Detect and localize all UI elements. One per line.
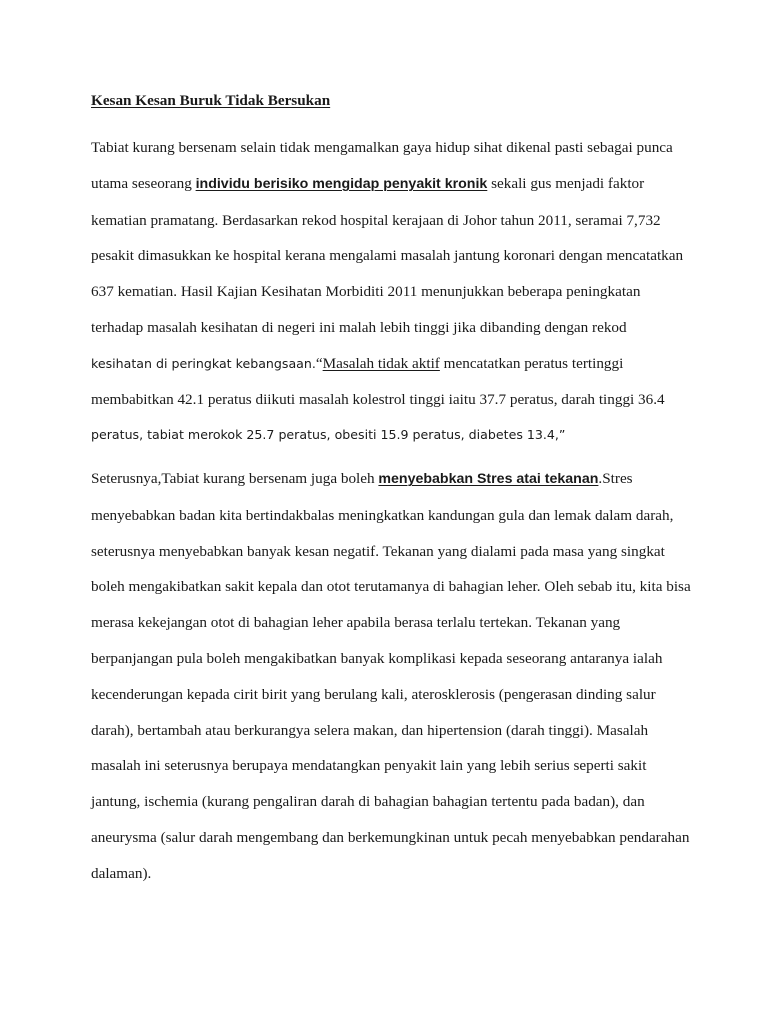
paragraph2-emphasis-stres: menyebabkan Stres atai tekanan — [378, 471, 599, 487]
paragraph-kesan-stres — [91, 461, 691, 892]
document-title: Kesan Kesan Buruk Tidak Bersukan — [91, 92, 331, 109]
paragraph-kesan-penyakit-kronik — [91, 130, 691, 453]
paragraph1-text-b: sekali gus menjadi faktor kematian pramatang. Berdasarkan rekod hospital kerajaan di Johor tahun 2011, seramai 7,732 pesakit dimasukkan ke hospital kerana mengalami masalah jantung koronari dengan mencatatkan 637 kematian. Hasil Kajian Kesihatan Morbiditi 2011 menunjukkan beberapa peningkatan terhadap masalah kesihatan di negeri ini malah lebih tinggi jika dibanding dengan rekod — [91, 174, 684, 336]
paragraph1-sans-a: kesihatan di peringkat kebangsaan. — [91, 355, 316, 371]
paragraph2-text-a: Seterusnya,Tabiat kurang bersenam juga boleh — [91, 470, 379, 487]
paragraph1-underline-masalah: Masalah tidak aktif — [322, 354, 440, 372]
paragraph2-text-b: .Stres menyebabkan badan kita bertindakbalas meningkatkan kandungan gula dan lemak dalam darah, seterusnya menyebabkan banyak kesan negatif. Tekanan yang dialami pada masa yang singkat boleh mengakibatkan sakit kepala dan otot terutamanya di bahagian leher. Oleh sebab itu, kita bisa merasa kekejangan otot di bahagian leher apabila berasa terlalu tertekan. Tekanan yang berpanjangan pula boleh mengakibatkan banyak komplikasi kepada seseorang antaranya ialah kecenderungan kepada cirit birit yang berulang kali, aterosklerosis (pengerasan dinding salur darah), bertambah atau berkurangya selera makan, dan hipertension (darah tinggi). Masalah masalah ini seterusnya berupaya mendatangkan penyakit lain yang lebih serius seperti sakit jantung, ischemia (kurang pengaliran darah di bahagian bahagian tertentu pada badan), dan aneurysma (salur darah mengembang dan berkemungkinan untuk pecah menyebabkan pendarahan dalaman). — [91, 470, 691, 882]
paragraph1-text-a: Tabiat kurang bersenam selain tidak mengamalkan gaya hidup sihat dikenal pasti sebagai punca utama seseorang — [91, 139, 673, 192]
paragraph1-text-d: mencatatkan peratus tertinggi membabitkan 42.1 peratus diikuti masalah kolestrol tinggi iaitu 37.7 peratus, darah tinggi 36.4 — [91, 354, 665, 408]
paragraph1-text-c: “ — [315, 354, 323, 372]
paragraph1-sans-b: peratus, tabiat merokok 25.7 peratus, obesiti 15.9 peratus, diabetes 13.4,” — [91, 427, 566, 443]
paragraph1-emphasis-kronik: individu berisiko mengidap penyakit kronik — [195, 175, 488, 192]
